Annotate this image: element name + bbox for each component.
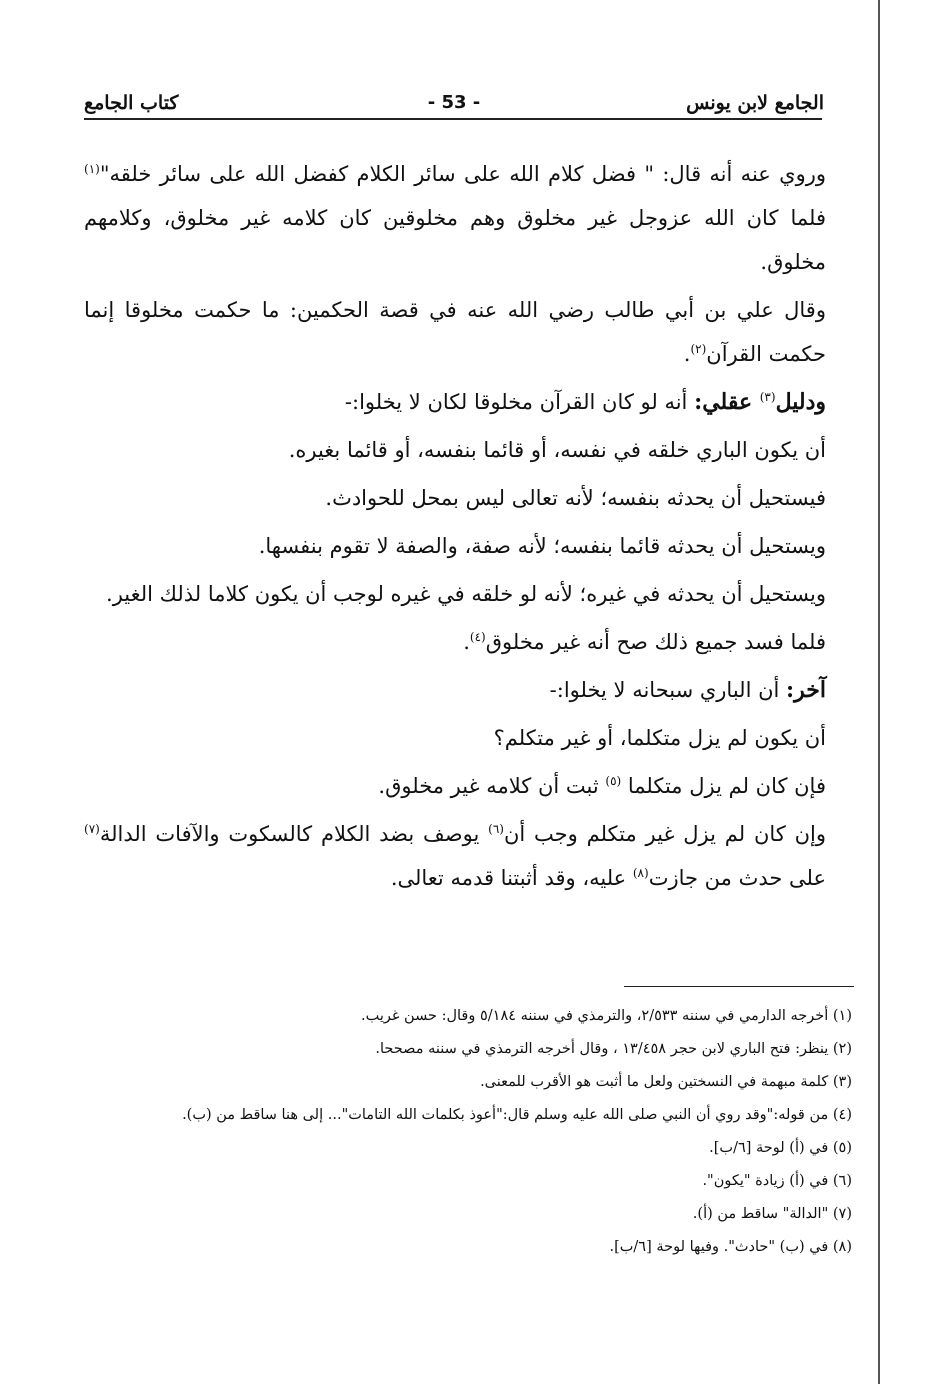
footnote-ref: (١) xyxy=(84,162,100,176)
text-span: على حدث من جازت xyxy=(648,866,826,890)
paragraph-6: ويستحيل أن يحدثه قائما بنفسه؛ لأنه صفة، والصفة لا تقوم بنفسها. xyxy=(258,534,826,558)
page-number: - 53 - xyxy=(427,92,481,113)
footnote-ref: (٦) xyxy=(488,822,504,836)
text-span: ثبت أن كلامه غير مخلوق. xyxy=(378,774,606,798)
footnote-ref: (٧) xyxy=(84,822,100,836)
footnote-4: (٤) من قوله:"وقد روي أن النبي صلى الله عليه وسلم قال:"أعوذ بكلمات الله التامات"... إلى هنا ساقط من (ب). xyxy=(182,1107,852,1123)
page-header xyxy=(84,88,824,120)
footnote-separator xyxy=(624,986,854,987)
footnote-6: (٦) في (أ) زيادة "يكون". xyxy=(702,1173,852,1189)
main-text xyxy=(84,152,826,904)
bold-heading: عقلي: xyxy=(694,389,760,415)
paragraph-9 xyxy=(84,668,826,712)
footnote-7: (٧) "الدالة" ساقط من (أ). xyxy=(692,1206,852,1222)
header-book-title: الجامع لابن يونس xyxy=(686,92,824,114)
paragraph-5: فيستحيل أن يحدثه بنفسه؛ لأنه تعالى ليس بمحل للحوادث. xyxy=(325,486,826,510)
text-span: فلما فسد جميع ذلك صح أنه غير مخلوق xyxy=(485,630,826,654)
text-span: فإن كان لم يزل متكلما xyxy=(621,774,826,798)
text-span: . xyxy=(463,630,470,654)
footnotes xyxy=(84,1000,852,1264)
header-rule xyxy=(84,118,822,120)
page-edge-line xyxy=(878,0,880,1384)
paragraph-2 xyxy=(84,288,826,376)
text-span: أن الباري سبحانه لا يخلوا:- xyxy=(549,678,787,702)
text-span: فلما كان الله عزوجل غير مخلوق وهم مخلوقين كان كلامه غير مخلوق، وكلامهم مخلوق. xyxy=(84,206,826,274)
bold-heading: ودليل xyxy=(775,389,826,415)
paragraph-8 xyxy=(84,620,826,664)
paragraph-1 xyxy=(84,152,826,284)
text-span: . xyxy=(683,342,691,366)
footnote-5: (٥) في (أ) لوحة [٦/ب]. xyxy=(709,1140,852,1156)
text-span: أنه لو كان القرآن مخلوقا لكان لا يخلوا:- xyxy=(344,390,695,414)
footnote-ref: (٥) xyxy=(605,774,622,788)
footnote-ref: (٨) xyxy=(632,866,649,880)
text-span: وإن كان لم يزل غير متكلم وجب أن xyxy=(503,822,827,846)
text-span: وقال علي بن أبي طالب رضي الله عنه في قصة الحكمين: ما حكمت مخلوقا إنما حكمت القرآن xyxy=(84,298,826,366)
footnote-ref: (٣) xyxy=(759,390,776,404)
paragraph-4: أن يكون الباري خلقه في نفسه، أو قائما بنفسه، أو قائما بغيره. xyxy=(288,438,826,462)
bold-heading: آخر: xyxy=(786,677,826,703)
paragraph-7: ويستحيل أن يحدثه في غيره؛ لأنه لو خلقه في غيره لوجب أن يكون كلاما لذلك الغير. xyxy=(106,582,826,606)
footnote-2: (٢) ينظر: فتح الباري لابن حجر ١٣/٤٥٨ ، وقال أخرجه الترمذي في سننه مصححا. xyxy=(375,1041,852,1057)
footnote-1: (١) أخرجه الدارمي في سننه ٢/٥٣٣، والترمذي في سننه ٥/١٨٤ وقال: حسن غريب. xyxy=(360,1008,852,1024)
paragraph-10: أن يكون لم يزل متكلما، أو غير متكلم؟ xyxy=(493,726,826,750)
paragraph-11 xyxy=(84,764,826,808)
paragraph-12 xyxy=(84,812,826,900)
header-section-title: كتاب الجامع xyxy=(84,92,179,114)
text-span: يوصف بضد الكلام كالسكوت والآفات الدالة xyxy=(99,822,489,846)
footnote-8: (٨) في (ب) "حادث". وفيها لوحة [٦/ب]. xyxy=(609,1239,852,1255)
text-span: وروي عنه أنه قال: " فضل كلام الله على سائر الكلام كفضل الله على سائر خلقه" xyxy=(99,162,826,186)
footnote-ref: (٤) xyxy=(469,630,486,644)
text-span: عليه، وقد أثبتنا قدمه تعالى. xyxy=(390,866,633,890)
footnote-ref: (٢) xyxy=(690,342,707,356)
paragraph-3 xyxy=(84,380,826,424)
footnote-3: (٣) كلمة مبهمة في النسختين ولعل ما أثبت هو الأقرب للمعنى. xyxy=(480,1074,852,1090)
